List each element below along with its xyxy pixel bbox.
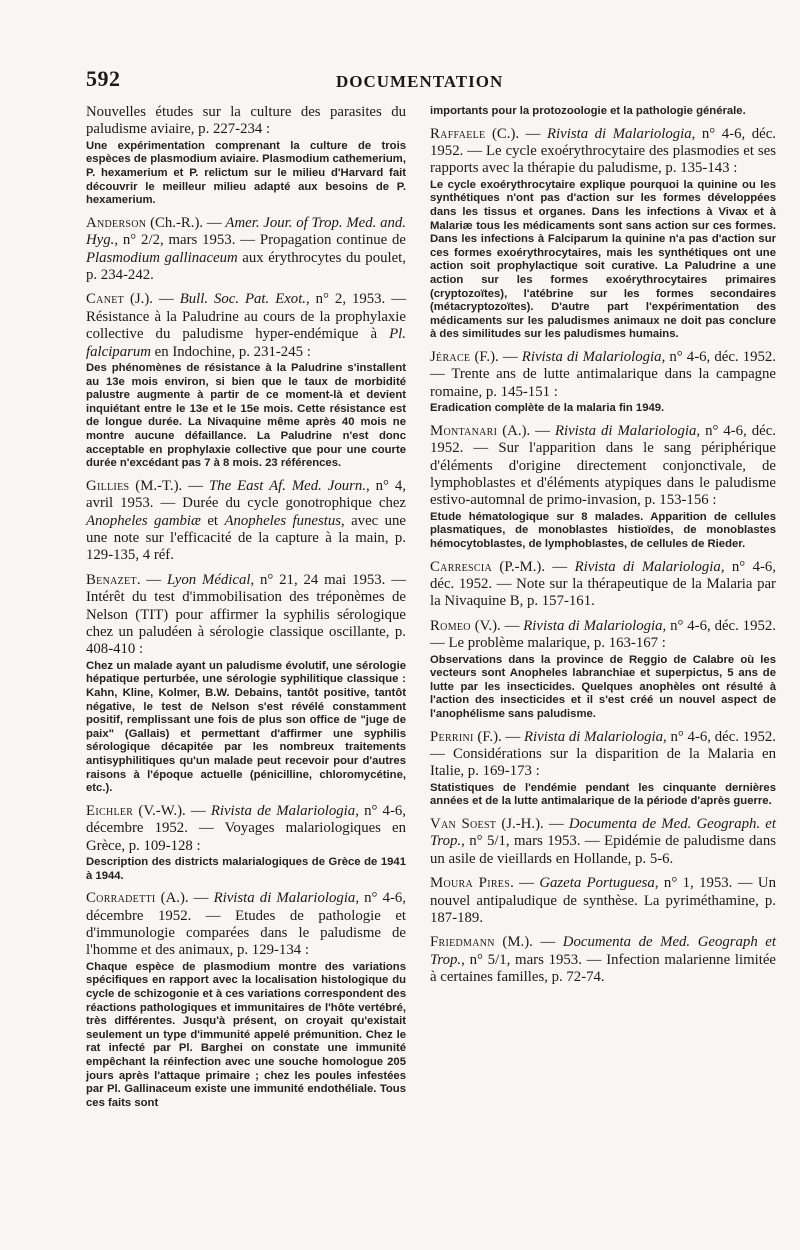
entry-summary: importants pour la protozoologie et la pathologie générale.: [430, 105, 746, 117]
entry-text: (F.). —: [470, 348, 522, 365]
entry-journal: Rivista di Malariologia: [547, 125, 692, 142]
entry-author: Montanari: [430, 422, 498, 439]
bibliography-entry: [430, 729, 776, 809]
entry-summary: Etude hématologique sur 8 malades. Apparition de cellules plasmatiques, de monoblastes histioïdes, de monoblastes hémocytoblastes, de lymphoblastes, de cellules de Rieder.: [430, 510, 776, 550]
bibliography-entry: [430, 105, 776, 119]
entry-text: (A.). —: [497, 422, 555, 439]
entry-text: , n° 4-6, déc. 1952. — Trente ans de lutte antimalarique dans la campagne romaine, p. 145-151 :: [430, 348, 776, 400]
page-number: 592: [86, 66, 121, 91]
bibliography-entry: [430, 618, 776, 722]
entry-text: (F.). —: [473, 728, 525, 745]
entry-journal: Rivista di Malariologia: [523, 617, 663, 634]
entry-text: (C.). —: [485, 125, 547, 142]
entry-journal: Rivista di Malariologia: [213, 890, 356, 907]
bibliography-entry: [430, 934, 776, 986]
entry-summary: Le cycle exoérythrocytaire explique pourquoi la quinine ou les synthétiques n'ont pas d'action sur les formes développées dans les tissus et organes. Dans les infections à Vivax et à Malariæ tous les médicaments sont sans action sur ces formes. Dans les infections à Falciparum la quinine n'a pas d'action sur ces formes exoérythrocytaires, mais les synthétiques ont une action soit prophylactique soit curative. La Paludrine a une action sur les formes exoérythrocytaires primaires (cryptozoïtes), l'atébrine sur les formes secondaires (métacryptozoïtes). D'autre part l'expérimentation des médicaments sur les paludismes animaux ne doit pas conclure à des similitudes sur les paludismes humains.: [430, 178, 776, 341]
entry-author: Corradetti: [86, 890, 156, 907]
entry-text: , n° 4-6, déc. 1952. — Le cycle exoérythrocytaire des plasmodies et ses rapports avec la thérapie du paludisme, p. 135-143 :: [430, 125, 776, 177]
entry-text: . —: [136, 571, 168, 588]
entry-author: Friedmann: [430, 934, 495, 951]
entry-summary: Chaque espèce de plasmodium montre des variations spécifiques en rapport avec la localisation histologique du cycle de schizogonie et à ces variations correspondent des réactions pathologiques et immunitaires de l'hôte vertébré, très différentes. Jusqu'à présent, on croyait qu'existait seulement un type d'immunité appelé prémunition. Chez le rat infecté par Pl. Barghei on constate une immunité empêchant la réinfection avec une souche homologue 205 jours après l'attaque primaire ; chez les poules infestées par Pl. Gallinaceum existe une immunité endothéliale. Tous ces faits sont: [86, 960, 406, 1109]
right-column: [430, 104, 776, 994]
entry-journal: Rivista de Malariologia: [210, 802, 356, 819]
entry-text: (J.-H.). —: [496, 815, 569, 832]
entry-citation: [86, 215, 406, 285]
entry-text: , n° 4-6, déc. 1952. — Le problème malarique, p. 163-167 :: [430, 617, 776, 652]
bibliography-entry: [430, 126, 776, 342]
entry-journal: Lyon Médical: [167, 571, 251, 588]
entry-author: Moura Pires: [430, 875, 511, 892]
entry-text: , n° 5/1, mars 1953. — Infection malarienne limitée à certaines familles, p. 72-74.: [430, 951, 776, 986]
entry-citation: [430, 729, 776, 781]
entry-text: (M.-T.). —: [129, 477, 209, 494]
bibliography-entry: [430, 423, 776, 552]
bibliography-entry: [430, 816, 776, 868]
entry-citation: [430, 423, 776, 510]
entry-journal: Rivista di Malariologia: [554, 422, 697, 439]
entry-text: (P.-M.). —: [492, 558, 575, 575]
entry-journal: Pl. falciparum: [86, 326, 406, 360]
bibliography-entry: [430, 349, 776, 416]
entry-citation: [430, 618, 776, 653]
entry-citation: [430, 559, 776, 611]
bibliography-entry: [86, 478, 406, 565]
entry-text: Nouvelles études sur la culture des parasites du paludisme aviaire, p. 227-234 :: [86, 104, 406, 138]
entry-text: (V.-W.). —: [133, 802, 211, 819]
entry-summary: Statistiques de l'endémie pendant les cinquante dernières années et de la lutte antimalarique de la période d'après guerre.: [430, 781, 776, 808]
entry-citation: [86, 104, 406, 139]
entry-text: en Indochine, p. 231-245 :: [150, 343, 311, 360]
entry-author: Benazet: [86, 571, 137, 588]
entry-author: Romeo: [430, 617, 471, 634]
entry-text: , n° 21, 24 mai 1953. — Intérêt du test d'immobilisation des tréponèmes de Nelson (TIT) pour affirmer la syphilis sérologique chez un paludéen à sérologie classique oscillante, p. 408-410 :: [86, 571, 407, 658]
entry-text: (A.). —: [155, 890, 214, 907]
entry-citation: [86, 572, 406, 659]
entry-text: , n° 4-6, déc. 1952. — Sur l'apparition dans le sang périphérique d'éléments d'origine directement conjonctivale, de lymphoblastes et d'éléments atypiques dans le paludisme estivo-automnal de primo-invasion, p. 153-156 :: [430, 422, 776, 509]
entry-citation: [86, 291, 406, 361]
entry-text: , n° 2, 1953. — Résistance à la Paludrine au cours de la prophylaxie collective du paludisme hyper-endémique à: [86, 291, 406, 343]
entry-text: , n° 4-6, décembre 1952. — Voyages malariologiques en Grèce, p. 109-128 :: [86, 802, 406, 854]
entry-journal: Documenta de Med. Geograph et Trop.: [430, 934, 776, 968]
entry-citation: [86, 803, 406, 855]
entry-author: Van Soest: [430, 815, 497, 832]
running-title: DOCUMENTATION: [336, 72, 504, 91]
entry-text: , avec une une note sur l'efficacité de la capture à la main, p. 129-135, 4 réf.: [86, 512, 406, 564]
entry-citation: [430, 126, 776, 178]
entry-author: Eichler: [86, 802, 134, 819]
entry-summary: Observations dans la province de Reggio de Calabre où les vecteurs sont Anopheles labranchiae et superpictus, 5 ans de lutte par les insecticides. Quelques anophèles ont résulté à l'action des insecticides et il s'est créé un nouvel aspect de l'anophélisme sans paludisme.: [430, 653, 776, 720]
bibliography-entry: [86, 291, 406, 470]
entry-text: (M.). —: [494, 934, 563, 951]
entry-summary: Des phénomènes de résistance à la Paludrine s'installent au 13e mois environ, si bien que le taux de morbidité palustre augmente à partir de ce moment-là et devient inquiétant entre le 13e et le 15e mois. Cette résistance est de longue durée. La Nivaquine même après 40 mois ne montre aucune défaillance. La Paludrine n'est donc acceptable en prophylaxie collective que pour une courte durée n'excédant pas 7 à 8 mois. 23 références.: [86, 362, 406, 470]
entry-author: Gillies: [86, 477, 130, 494]
bibliography-entry: [86, 215, 406, 285]
entry-journal: Rivista di Malariologia: [574, 558, 721, 575]
entry-text: (Ch.-R.). —: [146, 214, 226, 231]
entry-text: , n° 4-6, déc. 1952. — Considérations sur la disparition de la Malaria en Italie, p. 169-173 :: [430, 728, 776, 780]
entry-text: , n° 4, avril 1953. — Durée du cycle gonotrophique chez: [86, 477, 407, 512]
entry-text: , n° 5/1, mars 1953. — Epidémie de paludisme dans un asile de vieillards en Hollande, p. 5-6.: [430, 833, 776, 867]
entry-text: . —: [510, 875, 540, 892]
bibliography-entry: [86, 803, 406, 883]
entry-author: Jérace: [430, 348, 471, 365]
entry-author: Raffaele: [430, 125, 486, 142]
entry-journal: Amer. Jour. of Trop. Med. and. Hyg.: [86, 214, 406, 249]
entry-journal: Rivista di Malariologia: [524, 728, 664, 745]
bibliography-entry: [430, 559, 776, 611]
entry-summary: Eradication complète de la malaria fin 1949.: [430, 402, 665, 415]
entry-text: , n° 4-6, déc. 1952. — Note sur la thérapeutique de la Malaria par la Nivaquine B, p. 157-161.: [430, 558, 776, 610]
entry-text: , n° 2/2, mars 1953. — Propagation continue de: [114, 232, 406, 249]
page-header: [86, 66, 776, 96]
entry-citation: [430, 875, 776, 927]
entry-author: Perrini: [430, 728, 474, 745]
left-column: [86, 104, 406, 1117]
entry-journal: Plasmodium gallinaceum: [86, 249, 238, 266]
entry-text: et: [200, 512, 225, 529]
entry-author: Canet: [86, 291, 125, 308]
entry-summary: Une expérimentation comprenant la culture de trois espèces de plasmodium aviaire. Plasmodium cathemerium, P. hexamerium et P. relictum sur le milieu d'Harvard fait découvrir le meilleur milieu adapté aux besoins de P. hexamerium.: [86, 139, 406, 207]
entry-text: (V.). —: [470, 617, 524, 634]
entry-citation: [86, 890, 406, 960]
entry-journal: Documenta de Med. Geograph. et Trop.: [430, 815, 776, 850]
entry-journal: The East Af. Med. Journ.: [208, 477, 367, 494]
entry-summary: Description des districts malarialogiques de Grèce de 1941 à 1944.: [86, 856, 406, 882]
entry-journal: Anopheles funestus: [224, 512, 341, 529]
entry-journal: Bull. Soc. Pat. Exot.: [179, 291, 307, 308]
bibliography-entry: [430, 875, 776, 927]
entry-citation: [86, 478, 406, 565]
entry-citation: [430, 349, 776, 401]
entry-text: , n° 1, 1953. — Un nouvel antipaludique de synthèse. La pyriméthamine, p. 187-189.: [430, 875, 776, 926]
entry-text: , n° 4-6, décembre 1952. — Etudes de pathologie et d'immunologie comparées dans le paludisme de l'homme et des animaux, p. 129-134 :: [86, 890, 406, 959]
bibliography-entry: [86, 104, 406, 208]
entry-author: Anderson: [86, 214, 147, 231]
entry-summary: Chez un malade ayant un paludisme évolutif, une sérologie hépatique perturbée, une sérologie syphilitique classique : Kahn, Kline, Kolmer, B.W. Debains, tantôt positive, tantôt négative, le test de Nelson s'est révélé constamment positif, remplissant une fois de plus son office de "juge de paix" (Gallais) et permettant d'affirmer une syphilis sérologique décapitée par les nombreux traitements antisyphilitiques qu'un malade peut recevoir pour d'autres raisons à l'époque actuelle (pénicilline, chloromycétine, etc.).: [86, 659, 406, 795]
entry-journal: Gazeta Portuguesa: [539, 875, 655, 892]
bibliography-entry: [86, 572, 406, 796]
entry-text: (J.). —: [124, 291, 180, 308]
entry-text: aux érythrocytes du poulet, p. 234-242.: [86, 249, 406, 283]
entry-citation: [430, 934, 776, 986]
bibliography-entry: [86, 890, 406, 1110]
entry-citation: [430, 816, 776, 868]
entry-journal: Anopheles gambiæ: [86, 512, 201, 529]
entry-journal: Rivista di Malariologia: [521, 348, 662, 365]
entry-author: Carrescia: [430, 558, 493, 575]
